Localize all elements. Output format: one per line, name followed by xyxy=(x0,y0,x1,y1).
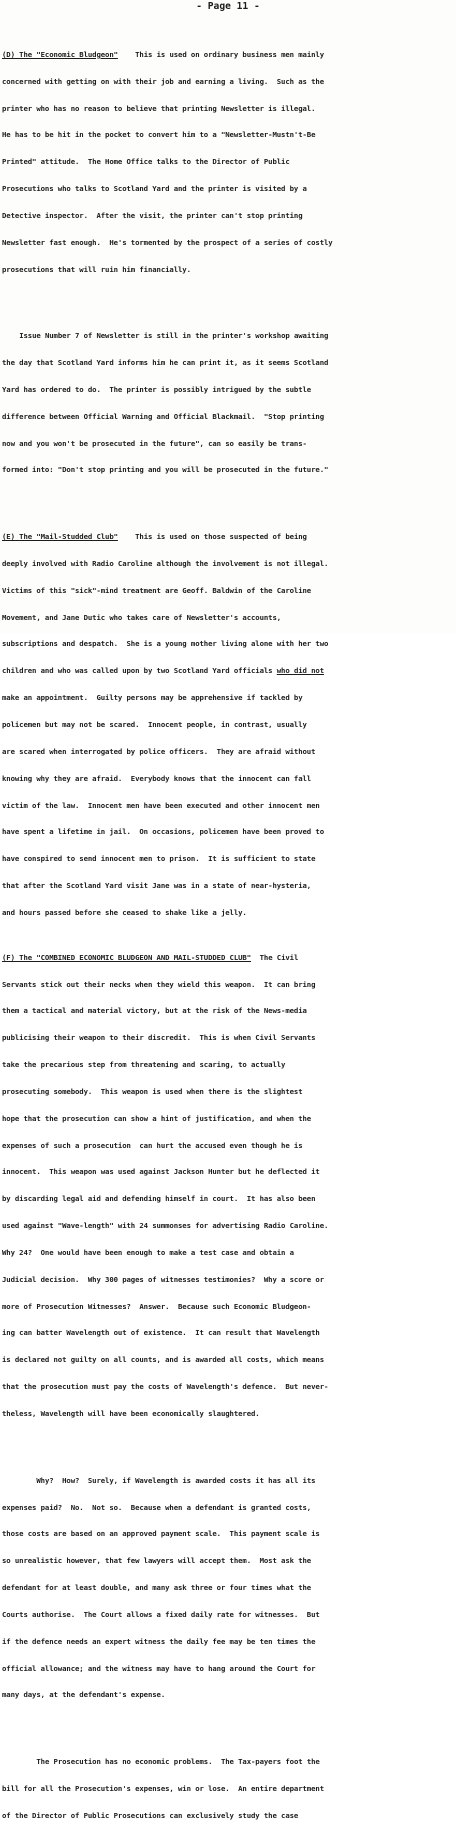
section-f-line: innocent. This weapon was used against Jackson Hunter but he deflected it xyxy=(2,1167,320,1177)
section-f-heading-line xyxy=(2,954,452,963)
section-f-line: is declared not guilty on all counts, and is awarded all costs, which means xyxy=(2,1355,324,1365)
why-paragraph-line: those costs are based on an approved payment scale. This payment scale is xyxy=(2,1529,320,1539)
section-e-line: knowing why they are afraid. Everybody knows that the innocent can fall xyxy=(2,773,312,783)
section-f-line: hope that the prosecution can show a hint of justification, and when the xyxy=(2,1113,312,1123)
section-d-label: (D) The "Economic Bludgeon" xyxy=(2,49,118,59)
why-paragraph-line: official allowance; and the witness may have to hang around the Court for xyxy=(2,1663,316,1673)
section-e-line: Movement, and Jane Dutic who takes care of Newsletter's accounts, xyxy=(2,612,282,622)
why-paragraph-line: defendant for at least double, and many ask three or four times what the xyxy=(2,1583,312,1593)
section-f-line: take the precarious step from threatening and scaring, to actually xyxy=(2,1060,286,1070)
paragraph-gap xyxy=(2,292,452,296)
issue-paragraph-line: formed into: "Don't stop printing and you will be prosecuted in the future." xyxy=(2,465,329,475)
section-d-line: printer who has no reason to believe that printing Newsletter is illegal. xyxy=(2,103,316,113)
section-f-line: used against "Wave-length" with 24 summonses for advertising Radio Caroline. xyxy=(2,1221,329,1231)
issue-paragraph-line: the day that Scotland Yard informs him he can print it, as it seems Scotland xyxy=(2,358,329,368)
section-f-line: that the prosecution must pay the costs of Wavelength's defence. But never- xyxy=(2,1382,329,1392)
why-paragraph-line xyxy=(2,1477,452,1486)
why-paragraph-text: Why? How? Surely, if Wavelength is awarded costs it has all its xyxy=(36,1475,316,1485)
section-f-line: more of Prosecution Witnesses? Answer. Because such Economic Bludgeon- xyxy=(2,1301,312,1311)
section-e-line: policemen but may not be scared. Innocent people, in contrast, usually xyxy=(2,720,307,729)
section-e-line: subscriptions and despatch. She is a young mother living alone with her two xyxy=(2,639,329,649)
section-d-line: Detective inspector. After the visit, the printer can't stop printing xyxy=(2,210,303,220)
issue-paragraph-line xyxy=(2,332,452,341)
section-f-line: expenses of such a prosecution can hurt the accused even though he is xyxy=(2,1140,303,1150)
paragraph-gap xyxy=(2,1718,452,1722)
section-e-text: children and who was called upon by two Scotland Yard officials xyxy=(2,666,277,676)
section-f-line: Why 24? One would have been enough to make a test case and obtain a xyxy=(2,1247,294,1257)
section-d-heading-line xyxy=(2,51,452,60)
page-number: - Page 11 - xyxy=(196,1,260,12)
section-e-heading-line xyxy=(2,533,452,542)
section-e-line: Victims of this "sick"-mind treatment are Geoff. Baldwin of the Caroline xyxy=(2,585,312,595)
section-d-line: concerned with getting on with their job and earning a living. Such as the xyxy=(2,76,324,86)
why-paragraph-line: many days, at the defendant's expense. xyxy=(2,1690,166,1700)
section-f-text: The Civil xyxy=(259,952,299,962)
section-d-line: Newsletter fast enough. He's tormented by the prospect of a series of costly xyxy=(2,237,333,247)
section-f-line: publicising their weapon to their discredit. This is when Civil Servants xyxy=(2,1033,316,1043)
issue-paragraph-line: Yard has ordered to do. The printer is possibly intrigued by the subtle xyxy=(2,384,312,394)
section-e-label: (E) The "Mail-Studded Club" xyxy=(2,532,118,542)
why-paragraph-line: Courts authorise. The Court allows a fixed daily rate for witnesses. But xyxy=(2,1609,320,1619)
section-e-line: are scared when interrogated by police officers. They are afraid without xyxy=(2,746,316,756)
section-e-line: deeply involved with Radio Caroline although the involvement is not illegal. xyxy=(2,558,329,568)
paragraph-gap xyxy=(2,1437,452,1441)
section-f-line: theless, Wavelength will have been economically slaughtered. xyxy=(2,1409,260,1418)
section-f-line: Servants stick out their necks when they wield this weapon. It can bring xyxy=(2,979,316,989)
section-d-line: prosecutions that will ruin him financially. xyxy=(2,264,191,274)
section-e-line: and hours passed before she ceased to shake like a jelly. xyxy=(2,907,247,917)
underlined-phrase: who did not xyxy=(276,666,324,676)
section-d-line: He has to be hit in the pocket to convert him to a "Newsletter-Mustn't-Be xyxy=(2,130,316,140)
section-d-text: This is used on ordinary business men mainly xyxy=(135,49,325,59)
section-e-line: have conspired to send innocent men to prison. It is sufficient to state xyxy=(2,854,316,864)
section-f-line: them a tactical and material victory, but at the risk of the News-media xyxy=(2,1006,307,1016)
section-e-line: that after the Scotland Yard visit Jane was in a state of near-hysteria, xyxy=(2,881,312,891)
issue-paragraph-line: difference between Official Warning and Official Blackmail. "Stop printing xyxy=(2,411,324,421)
section-f-line: by discarding legal aid and defending himself in court. It has also been xyxy=(2,1194,316,1204)
why-paragraph-line: expenses paid? No. Not so. Because when a defendant is granted costs, xyxy=(2,1502,312,1512)
section-e-line xyxy=(2,667,452,676)
section-e-text: This is used on those suspected of being xyxy=(135,532,307,542)
section-d-line: Prosecutions who talks to Scotland Yard and the printer is visited by a xyxy=(2,184,307,194)
document-body xyxy=(2,15,452,1839)
prosecution-paragraph-line: of the Director of Public Prosecutions can exclusively study the case xyxy=(2,1810,299,1820)
section-f-line: prosecuting somebody. This weapon is used when there is the slightest xyxy=(2,1086,303,1096)
prosecution-paragraph-line: bill for all the Prosecution's expenses, win or lose. An entire department xyxy=(2,1783,324,1793)
section-f-line: Judicial decision. Why 300 pages of witnesses testimonies? Why a score or xyxy=(2,1274,324,1284)
section-e-line: have spent a lifetime in jail. On occasions, policemen have been proved to xyxy=(2,827,324,837)
prosecution-paragraph-line xyxy=(2,1758,452,1767)
section-e-line: make an appointment. Guilty persons may be apprehensive if tackled by xyxy=(2,693,303,703)
issue-paragraph-line: now and you won't be prosecuted in the future", can so easily be trans- xyxy=(2,438,307,448)
section-d-line: Printed" attitude. The Home Office talks to the Director of Public xyxy=(2,157,290,167)
paragraph-gap xyxy=(2,493,452,497)
section-e-line: victim of the law. Innocent men have been executed and other innocent men xyxy=(2,800,320,810)
why-paragraph-line: so unrealistic however, that few lawyers will accept them. Most ask the xyxy=(2,1556,312,1566)
prosecution-paragraph-text: The Prosecution has no economic problems. The Tax-payers foot the xyxy=(36,1757,320,1767)
section-f-line: ing can batter Wavelength out of existence. It can result that Wavelength xyxy=(2,1328,320,1338)
issue-paragraph-text: Issue Number 7 of Newsletter is still in the printer's workshop awaiting xyxy=(19,331,329,341)
section-f-label: (F) The "COMBINED ECONOMIC BLUDGEON AND MAIL-STUDDED CLUB" xyxy=(2,952,252,962)
why-paragraph-line: if the defence needs an expert witness the daily fee may be ten times the xyxy=(2,1636,316,1646)
